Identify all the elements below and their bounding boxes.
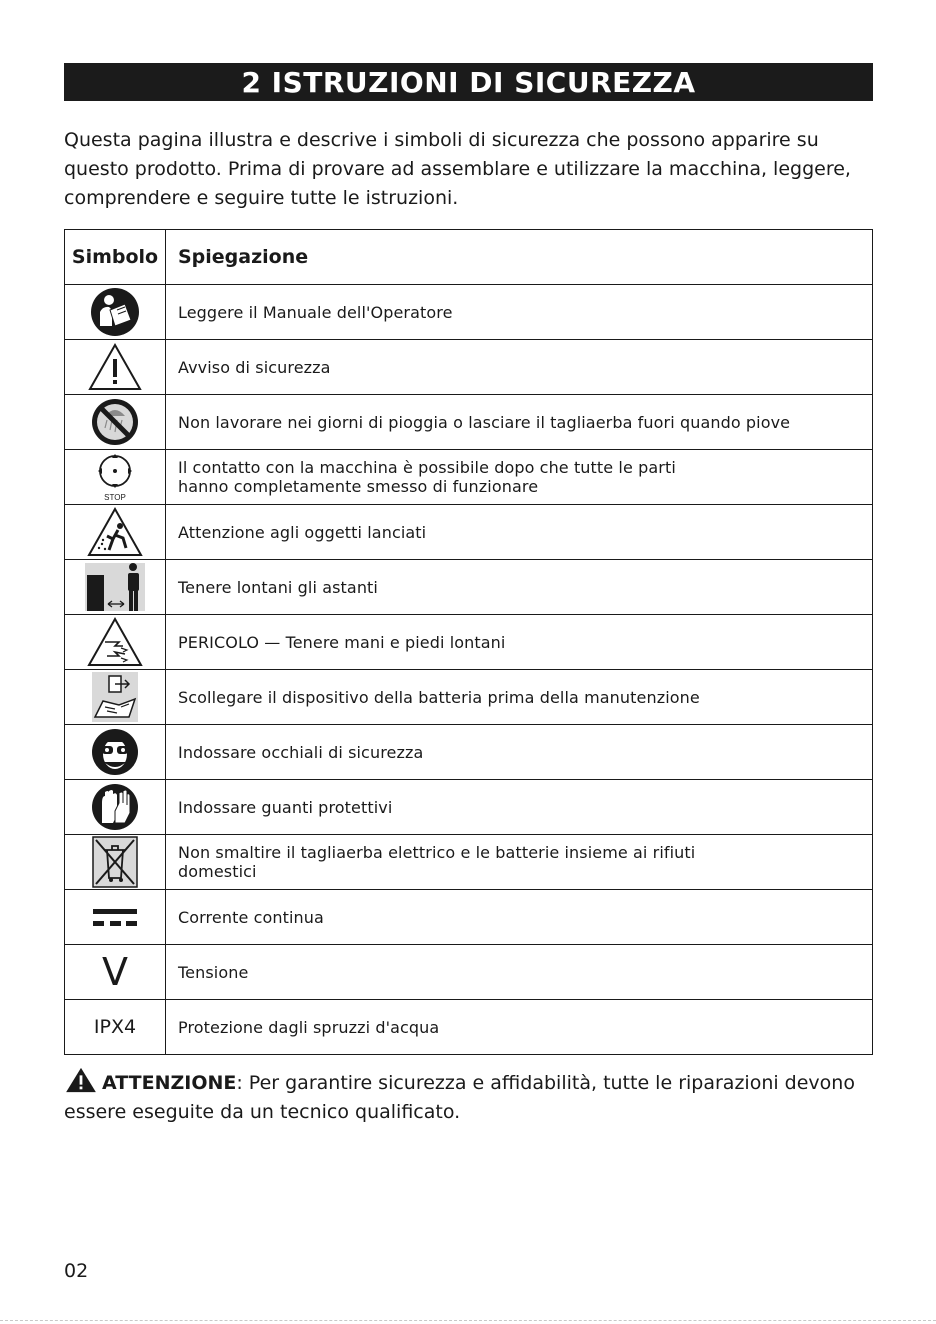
disconnect-battery-icon xyxy=(85,671,145,723)
warning-note xyxy=(64,1067,873,1127)
table-row xyxy=(65,835,873,890)
safety-glasses-icon xyxy=(85,726,145,778)
safety-alert-icon xyxy=(85,341,145,393)
symbol-cell xyxy=(65,450,166,505)
table-row xyxy=(65,780,873,835)
explanation-cell: Indossare guanti protettivi xyxy=(166,780,873,835)
symbol-cell xyxy=(65,560,166,615)
direct-current-icon xyxy=(85,891,145,943)
table-row xyxy=(65,560,873,615)
table-row xyxy=(65,1000,873,1055)
warning-icon xyxy=(64,1067,98,1093)
explanation-cell: Non lavorare nei giorni di pioggia o lasciare il tagliaerba fuori quando piove xyxy=(166,395,873,450)
column-header-explanation: Spiegazione xyxy=(166,230,873,285)
explanation-cell: Indossare occhiali di sicurezza xyxy=(166,725,873,780)
explanation-cell xyxy=(166,450,873,505)
symbol-cell xyxy=(65,615,166,670)
explanation-line: Non smaltire il tagliaerba elettrico e le batterie insieme ai rifiuti xyxy=(178,843,696,862)
page-edge-divider xyxy=(0,1320,936,1321)
table-row xyxy=(65,615,873,670)
table-row xyxy=(65,505,873,560)
symbol-cell xyxy=(65,505,166,560)
section-title: 2 ISTRUZIONI DI SICUREZZA xyxy=(64,63,873,101)
symbol-cell xyxy=(65,670,166,725)
table-row xyxy=(65,285,873,340)
symbols-table xyxy=(64,229,873,1055)
symbol-cell xyxy=(65,285,166,340)
table-header-row xyxy=(65,230,873,285)
explanation-cell: Avviso di sicurezza xyxy=(166,340,873,395)
voltage-icon: V xyxy=(102,950,128,994)
table-row xyxy=(65,725,873,780)
keep-bystanders-away-icon xyxy=(85,561,145,613)
explanation-cell: Corrente continua xyxy=(166,890,873,945)
thrown-objects-icon xyxy=(85,506,145,558)
symbol-cell xyxy=(65,340,166,395)
explanation-cell: Tenere lontani gli astanti xyxy=(166,560,873,615)
symbol-cell xyxy=(65,890,166,945)
explanation-cell: Scollegare il dispositivo della batteria prima della manutenzione xyxy=(166,670,873,725)
explanation-cell: Protezione dagli spruzzi d'acqua xyxy=(166,1000,873,1055)
symbol-cell xyxy=(65,780,166,835)
read-manual-icon xyxy=(85,286,145,338)
warning-text: : Per garantire sicurezza e affidabilità, tutte le riparazioni devono essere eseguite da un tecnico qualificato. xyxy=(64,1072,855,1123)
symbol-cell xyxy=(65,395,166,450)
table-row xyxy=(65,450,873,505)
intro-paragraph: Questa pagina illustra e descrive i simboli di sicurezza che possono apparire su questo prodotto. Prima di provare ad assemblare e utilizzare la macchina, leggere, comprendere e seguire tutte le istruzioni. xyxy=(64,129,851,209)
explanation-cell: PERICOLO — Tenere mani e piedi lontani xyxy=(166,615,873,670)
symbol-cell xyxy=(65,1000,166,1055)
gloves-icon xyxy=(85,781,145,833)
symbol-cell xyxy=(65,835,166,890)
explanation-cell: Leggere il Manuale dell'Operatore xyxy=(166,285,873,340)
page-number: 02 xyxy=(64,1260,89,1282)
table-row xyxy=(65,395,873,450)
table-row xyxy=(65,890,873,945)
explanation-cell: Tensione xyxy=(166,945,873,1000)
ipx4-label: IPX4 xyxy=(93,1016,137,1038)
hand-foot-danger-icon xyxy=(85,616,145,668)
warning-label: ATTENZIONE xyxy=(102,1072,237,1094)
column-header-symbol: Simbolo xyxy=(65,230,166,285)
explanation-cell xyxy=(166,835,873,890)
explanation-line: Il contatto con la macchina è possibile dopo che tutte le parti xyxy=(178,458,676,477)
explanation-line: hanno completamente smesso di funzionare xyxy=(178,477,539,496)
weee-bin-icon xyxy=(85,836,145,888)
symbol-cell xyxy=(65,945,166,1000)
stop-blade-icon xyxy=(85,451,145,503)
table-row xyxy=(65,945,873,1000)
stop-label: STOP xyxy=(104,493,126,502)
no-rain-icon xyxy=(85,396,145,448)
explanation-line: domestici xyxy=(178,862,257,881)
symbol-cell xyxy=(65,725,166,780)
explanation-cell: Attenzione agli oggetti lanciati xyxy=(166,505,873,560)
table-row xyxy=(65,340,873,395)
table-row xyxy=(65,670,873,725)
